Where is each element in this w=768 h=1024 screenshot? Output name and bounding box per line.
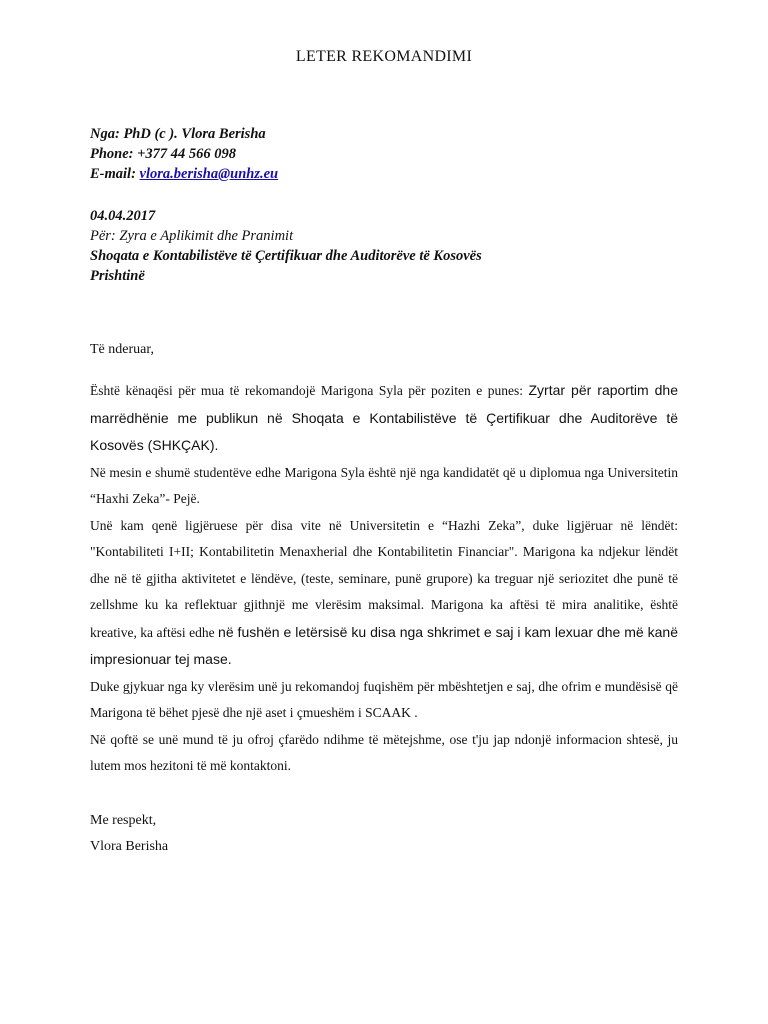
recipient-office: Për: Zyra e Aplikimit dhe Pranimit xyxy=(90,228,294,244)
greeting: Të nderuar, xyxy=(90,342,154,357)
paragraph-experience-serif: Unë kam qenë ligjëruese për disa vite në Universitetin e “Hazhi Zeka”, duke ligjëruar në lëndët: "Kontabiliteti I+II; Kontabilitetin Menaxherial dhe Kontabilitetin Financiar". Marigona ka ndjekur lëndët dhe në të gjitha aktivitetet e lëndëve, (teste, seminare, punë grupore) ka treguar një seriozitet dhe punë të zellshme ku ka reflektuar gjithnjë me vlerësim maksimal. Marigona ka aftësi të mira analitike, është kreative, ka aftësi edhe xyxy=(90,517,678,640)
paragraph-graduate: Në mesin e shumë studentëve edhe Marigona Syla është një nga kandidatët që u diplomua nga Universitetin “Haxhi Zeka”- Pejë. xyxy=(90,464,678,506)
paragraph-contact: Në qoftë se unë mund të ju ofroj çfarëdo ndihme të mëtejshme, ose t'ju jap ndonjë informacion shtesë, ju lutem mos hezitoni të më kontaktoni. xyxy=(90,731,678,773)
from-value: PhD (c ). Vlora Berisha xyxy=(123,126,266,142)
recipient-organization: Shoqata e Kontabilistëve të Çertifikuar dhe Auditorëve të Kosovës xyxy=(90,248,482,264)
paragraph-recommendation: Duke gjykuar nga ky vlerësim unë ju rekomandoj fuqishëm për mbështetjen e saj, dhe ofrim e mundësisë që Marigona të bëhet pjesë dhe një aset i çmueshëm i SCAAK . xyxy=(90,678,678,720)
letter-body xyxy=(90,377,678,780)
from-label: Nga: xyxy=(90,126,120,142)
phone-value: +377 44 566 098 xyxy=(137,146,237,162)
sender-phone xyxy=(90,144,236,164)
closing xyxy=(90,808,168,860)
letter-title: LETER REKOMANDIMI xyxy=(295,48,473,65)
email-label: E-mail: xyxy=(90,166,136,182)
recipient-city: Prishtinë xyxy=(90,268,145,284)
letter-date: 04.04.2017 xyxy=(90,208,156,224)
paragraph-experience-sans: në fushën e letërsisë ku disa nga shkrimet e saj i kam lexuar dhe më kanë impresionuar tej mase. xyxy=(90,623,678,667)
paragraph-intro xyxy=(90,377,678,460)
paragraph-experience xyxy=(90,513,678,674)
paragraph-intro-position: Zyrtar për raportim dhe marrëdhënie me publikun në Shoqata e Kontabilistëve të Çertifikuar dhe Auditorëve të Kosovës (SHKÇAK). xyxy=(90,382,678,453)
paragraph-intro-serif: Është kënaqësi për mua të rekomandojë Marigona Syla për poziten e punes: xyxy=(90,383,529,398)
signature-name: Vlora Berisha xyxy=(90,839,169,854)
sender-from xyxy=(90,124,266,144)
phone-label: Phone: xyxy=(90,146,134,162)
closing-regards: Me respekt, xyxy=(90,813,157,828)
sender-email xyxy=(90,164,278,184)
email-link[interactable]: vlora.berisha@unhz.eu xyxy=(139,166,279,182)
